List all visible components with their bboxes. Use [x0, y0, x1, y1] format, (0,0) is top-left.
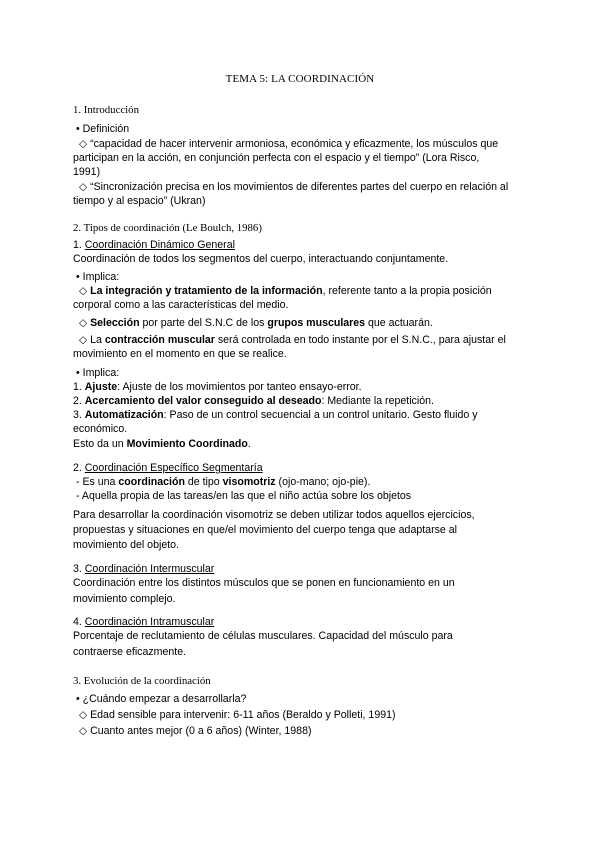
- implica-item-3-bold: Automatización: [84, 409, 164, 421]
- implica-point-1-bold: La integración y tratamiento de la información: [90, 285, 323, 297]
- type-2-point-2: - Aquella propia de las tareas/en las que el niño actúa sobre los objetos: [76, 490, 412, 502]
- type-1-number: 1.: [73, 239, 85, 251]
- type-1-title: Coordinación Dinámico General: [84, 239, 235, 251]
- result-bold: Movimiento Coordinado: [126, 438, 248, 450]
- definition-2-line-1: ◇ “Sincronización precisa en los movimientos de diferentes partes del cuerpo en relación al: [79, 181, 509, 193]
- implica-bullet: • Implica:: [76, 271, 120, 283]
- type-3-number: 3.: [73, 563, 85, 575]
- implica-item-2-number: 2.: [73, 395, 85, 407]
- definition-1-line-1: ◇ “capacidad de hacer intervenir armoniosa, económica y eficazmente, los músculos que: [79, 138, 499, 150]
- type-3-title: Coordinación Intermuscular: [84, 563, 215, 575]
- type-4-description-line-2: contraerse eficazmente.: [73, 646, 187, 658]
- evolution-answer-2: ◇ Cuanto antes mejor (0 a 6 años) (Winter, 1988): [79, 725, 312, 737]
- type-2-point-1-mid: de tipo: [184, 476, 223, 488]
- implica-item-1-number: 1.: [73, 381, 85, 393]
- implica-item-2-rest: : Mediante la repetición.: [321, 395, 434, 407]
- type-3-description-line-1: Coordinación entre los distintos músculos que se ponen en funcionamiento en un: [73, 577, 455, 589]
- type-2-paragraph-line-2: propuestas y situaciones en que/el movimiento del cuerpo tenga que adaptarse al: [73, 524, 457, 536]
- implica-point-3-pre: ◇ La: [79, 334, 105, 346]
- page-title: TEMA 5: LA COORDINACIÓN: [225, 73, 375, 85]
- evolution-question: • ¿Cuándo empezar a desarrollarla?: [76, 693, 247, 705]
- implica-point-2-mid: por parte del S.N.C de los: [139, 317, 268, 329]
- diamond-icon: ◇: [79, 317, 91, 329]
- type-2-point-1-rest: (ojo-mano; ojo-pie).: [275, 476, 371, 488]
- implica-point-1-rest: , referente tanto a la propia posición: [322, 285, 492, 297]
- type-2-title: Coordinación Específico Segmentaría: [84, 462, 263, 474]
- implica-item-2-bold: Acercamiento del valor conseguido al deseado: [84, 395, 322, 407]
- type-3-description-line-2: movimiento complejo.: [73, 593, 176, 605]
- implica-point-3-bold: contracción muscular: [104, 334, 215, 346]
- implica-point-3-line-2: movimiento en el momento en que se realice.: [73, 348, 287, 360]
- definition-bullet: • Definición: [76, 123, 130, 135]
- implica-point-2-bold-1: Selección: [90, 317, 140, 329]
- type-4-description-line-1: Porcentaje de reclutamiento de células musculares. Capacidad del músculo para: [73, 630, 453, 642]
- type-2-number: 2.: [73, 462, 85, 474]
- type-1-description: Coordinación de todos los segmentos del cuerpo, interactuando conjuntamente.: [73, 253, 449, 265]
- implica-point-1-line-2: corporal como a las características del medio.: [73, 299, 289, 311]
- implica-item-1-bold: Ajuste: [84, 381, 118, 393]
- type-2-point-1-bold-2: visomotriz: [222, 476, 276, 488]
- implica-item-3-number: 3.: [73, 409, 85, 421]
- type-2-paragraph-line-3: movimiento del objeto.: [73, 539, 179, 551]
- type-2-point-1-pre: - Es una: [76, 476, 119, 488]
- definition-2-line-2: tiempo y al espacio” (Ukran): [73, 195, 206, 207]
- implica-item-1-rest: : Ajuste de los movimientos por tanteo ensayo-error.: [117, 381, 362, 393]
- type-4-title: Coordinación Intramuscular: [84, 616, 215, 628]
- definition-1-line-2: participan en la acción, en conjunción perfecta con el espacio y el tiempo” (Lora Risco,: [73, 152, 480, 164]
- implica-point-3-rest: será controlada en todo instante por el S.N.C., para ajustar el: [214, 334, 506, 346]
- evolution-answer-1: ◇ Edad sensible para intervenir: 6-11 años (Beraldo y Polleti, 1991): [79, 709, 396, 721]
- diamond-icon: ◇: [79, 285, 91, 297]
- coordinated-movement-line: [73, 437, 533, 452]
- implica-point-2-bold-2: grupos musculares: [267, 317, 366, 329]
- section-3-heading: 3. Evolución de la coordinación: [73, 675, 211, 687]
- implica-item-3-rest: : Paso de un control secuencial a un control unitario. Gesto fluido y: [163, 409, 478, 421]
- section-2-heading: 2. Tipos de coordinación (Le Boulch, 1986): [73, 222, 262, 234]
- implica-point-2: [79, 316, 539, 331]
- definition-1-line-3: 1991): [73, 166, 101, 178]
- result-post: .: [247, 438, 251, 450]
- result-pre: Esto da un: [73, 438, 127, 450]
- type-2-point-1-bold-1: coordinación: [118, 476, 185, 488]
- type-2-paragraph-line-1: Para desarrollar la coordinación visomotriz se deben utilizar todos aquellos ejercicios,: [73, 509, 475, 521]
- type-4-number: 4.: [73, 616, 85, 628]
- section-1-heading: 1. Introducción: [73, 104, 139, 116]
- implica-point-2-rest: que actuarán.: [365, 317, 433, 329]
- implica-2-bullet: • Implica:: [76, 367, 120, 379]
- implica-item-3-line-2: económico.: [73, 423, 128, 435]
